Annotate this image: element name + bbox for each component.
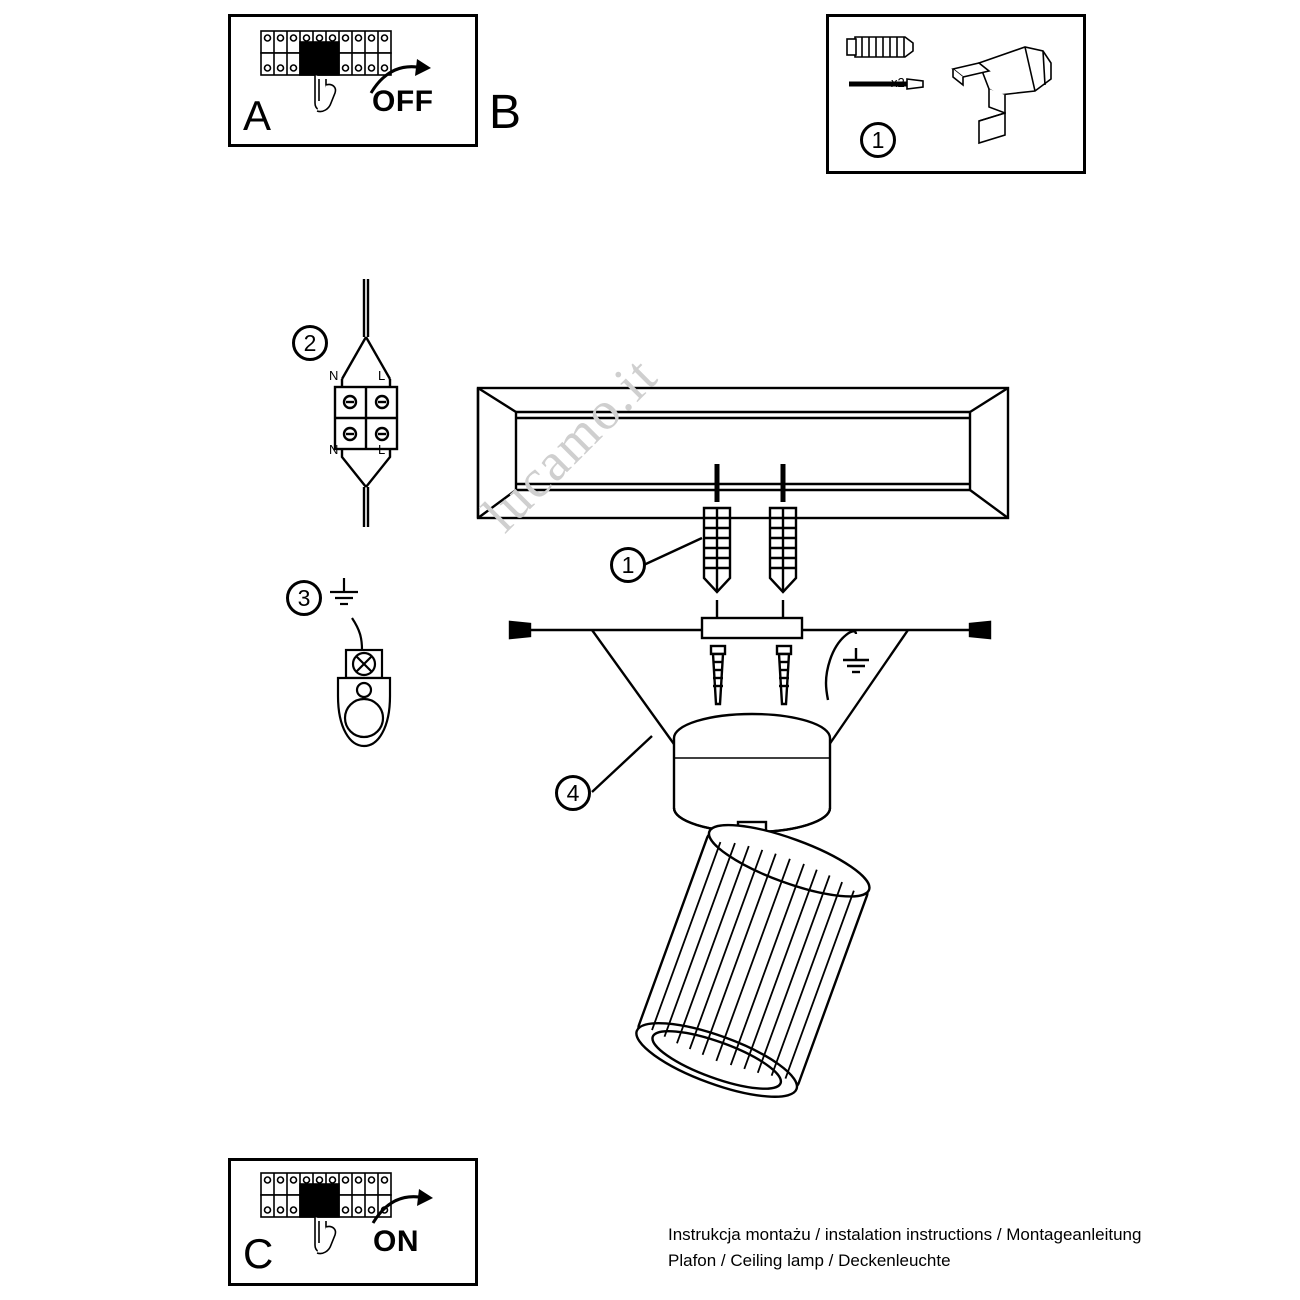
- caption-line-1: Instrukcja montażu / instalation instructions / Montageanleitung: [668, 1225, 1142, 1244]
- tools-quantity-label: x2: [891, 75, 905, 90]
- step-4-number: 4: [555, 775, 591, 811]
- panel-c-letter: C: [243, 1230, 274, 1277]
- step-1-number: 1: [610, 547, 646, 583]
- step-4-leader-line: [588, 730, 668, 800]
- tools-step-number: 1: [860, 122, 896, 158]
- wire-label-l-bottom: L: [378, 442, 386, 457]
- panel-a-letter: A: [243, 92, 272, 139]
- wire-label-n-bottom: N: [329, 442, 339, 457]
- main-assembly-diagram: [470, 360, 1090, 1140]
- watermark: lucamo.it: [470, 344, 670, 544]
- wire-label-l-top: L: [378, 368, 386, 383]
- caption-line-2: Plafon / Ceiling lamp / Deckenleuchte: [668, 1250, 951, 1270]
- panel-b-letter: B: [489, 86, 522, 139]
- wire-connector-diagram: [320, 275, 450, 530]
- step-3-number: 3: [286, 580, 322, 616]
- caption: [668, 1222, 1228, 1273]
- panel-c-action-label: ON: [373, 1225, 419, 1258]
- step-2-number: 2: [292, 325, 328, 361]
- wire-label-n-top: N: [329, 368, 339, 383]
- panel-a-action-label: OFF: [372, 85, 434, 118]
- earth-terminal-diagram: [322, 570, 412, 770]
